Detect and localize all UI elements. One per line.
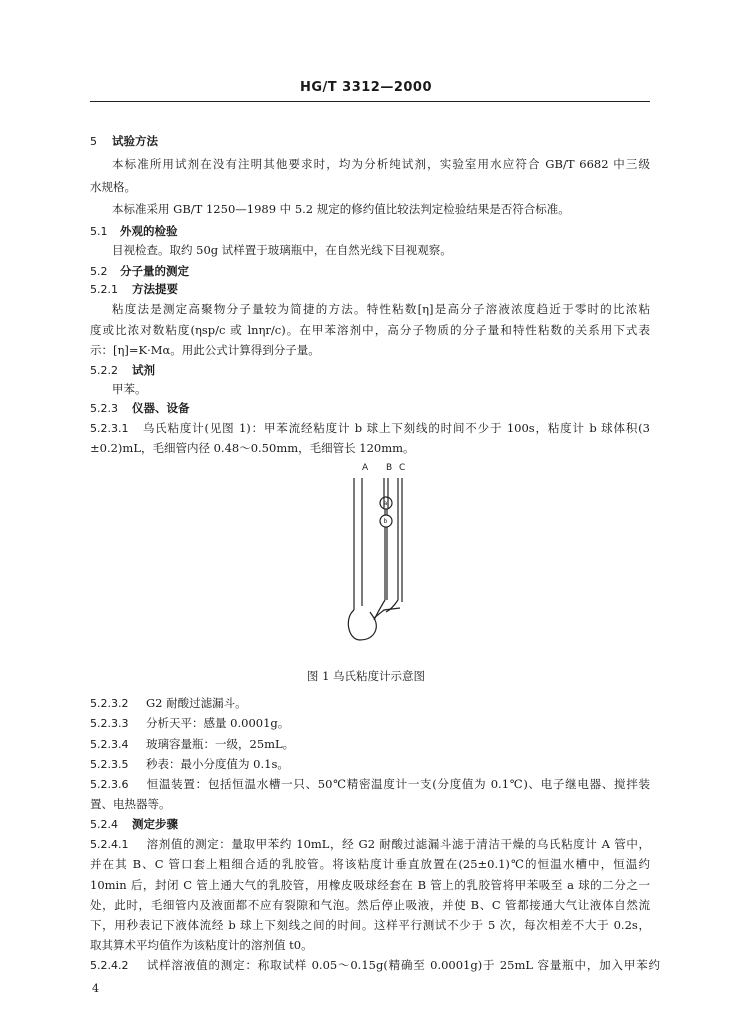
viscometer-figure xyxy=(330,460,420,655)
line-number: 5.2.1 xyxy=(90,283,118,296)
body-line: 甲苯。 xyxy=(112,382,147,396)
body-line xyxy=(90,696,247,711)
line-text: 试验方法 xyxy=(112,134,158,148)
tube-label-c: C xyxy=(399,463,406,473)
page-number: 4 xyxy=(92,982,99,995)
line-number: 5.2.4 xyxy=(90,818,118,831)
line-text: 试剂 xyxy=(132,363,155,377)
body-line xyxy=(90,958,660,973)
body-line: 粘度法是测定高聚物分子量较为简捷的方法。特性粘数[η]是高分子溶液浓度趋近于零时的比浓粘 xyxy=(112,302,650,316)
reservoir-bulb xyxy=(348,610,376,640)
body-line xyxy=(90,777,650,792)
line-number: 5 xyxy=(90,135,97,148)
line-number: 5.2.3.1 xyxy=(90,422,129,435)
line-text: 乌氏粘度计(见图 1)：甲苯流经粘度计 b 球上下刻线的时间不少于 100s，粘度计 b 球体积(3 xyxy=(142,421,650,435)
body-line: 水规格。 xyxy=(90,180,136,194)
body-line: 度或比浓对数粘度(ηsp/c 或 lnηr/c)。在甲苯溶剂中，高分子物质的分子量和特性粘数的关系用下式表 xyxy=(90,323,650,337)
tube-c xyxy=(398,478,402,602)
line-text: G2 耐酸过滤漏斗。 xyxy=(146,696,247,710)
section-heading xyxy=(90,401,190,416)
section-heading xyxy=(90,134,158,149)
body-line: 下，用秒表记下液体流经 b 球上下刻线之间的时间。这样平行测试不少于 5 次，每次相差不大于 0.2s， xyxy=(90,918,650,932)
line-number: 5.1 xyxy=(90,225,108,238)
body-line: 并在其 B、C 管口套上粗细合适的乳胶管。将该粘度计垂直放置在(25±0.1)℃的恒温水槽中，恒温约 xyxy=(90,857,650,871)
body-line: 取其算术平均值作为该粘度计的溶剂值 t0。 xyxy=(90,938,313,952)
line-number: 5.2.3 xyxy=(90,402,118,415)
line-text: 试样溶液值的测定：称取试样 0.05～0.15g(精确至 0.0001g)于 25mL 容量瓶中，加入甲苯约 xyxy=(146,958,660,972)
tube-b-neck xyxy=(385,509,387,515)
body-line: 本标准采用 GB/T 1250—1989 中 5.2 规定的修约值比较法判定检验结果是否符合标准。 xyxy=(112,202,570,216)
line-number: 5.2.3.2 xyxy=(90,697,129,710)
body-line xyxy=(90,737,294,752)
figure-caption: 图 1 乌氏粘度计示意图 xyxy=(306,669,426,683)
body-line xyxy=(90,837,650,852)
line-number: 5.2.4.2 xyxy=(90,959,129,972)
bulb-label-a: a xyxy=(383,500,388,507)
page-header: HG/T 3312—2000 xyxy=(299,80,433,95)
tube-label-a: A xyxy=(362,463,369,473)
line-text: 溶剂值的测定：量取甲苯约 10mL，经 G2 耐酸过滤漏斗滤于清洁干燥的乌氏粘度计 A 管中， xyxy=(146,837,650,851)
body-line: 置、电热器等。 xyxy=(90,797,171,811)
line-text: 外观的检验 xyxy=(120,224,178,238)
line-text: 仪器、设备 xyxy=(132,401,190,415)
line-text: 恒温装置：包括恒温水槽一只、50℃精密温度计一支(分度值为 0.1℃)、电子继电器、搅拌装 xyxy=(146,777,650,791)
section-heading xyxy=(90,264,189,279)
line-text: 秒表：最小分度值为 0.1s。 xyxy=(146,757,289,771)
body-line xyxy=(90,716,289,731)
tube-b-top xyxy=(384,478,388,488)
body-line: 示：[η]=K·Mα。用此公式计算得到分子量。 xyxy=(90,343,320,357)
line-number: 5.2.4.1 xyxy=(90,838,129,851)
body-line: 目视检查。取约 50g 试样置于玻璃瓶中，在自然光线下目视观察。 xyxy=(112,243,452,257)
body-line xyxy=(90,757,289,772)
line-text: 分子量的测定 xyxy=(120,264,189,278)
body-line: 10min 后，封闭 C 管上通大气的乳胶管，用橡皮吸球经套在 B 管上的乳胶管将甲苯吸至 a 球的二分之一 xyxy=(90,878,650,892)
tube-label-b: B xyxy=(386,463,393,473)
body-line: 处，此时，毛细管内及液面都不应有裂隙和气泡。然后停止吸液，并使 B、C 管都接通大气让液体自然流 xyxy=(90,898,650,912)
line-number: 5.2.3.4 xyxy=(90,738,129,751)
line-text: 分析天平：感量 0.0001g。 xyxy=(146,716,290,730)
line-text: 测定步骤 xyxy=(132,817,178,831)
section-heading xyxy=(90,224,178,239)
line-number: 5.2 xyxy=(90,265,108,278)
line-number: 5.2.3.6 xyxy=(90,778,129,791)
line-text: 玻璃容量瓶：一级，25mL。 xyxy=(146,737,295,751)
section-heading xyxy=(90,817,178,832)
body-line: 本标准所用试剂在没有注明其他要求时，均为分析纯试剂，实验室用水应符合 GB/T 6682 中三级 xyxy=(112,157,650,171)
tube-c-bottom xyxy=(386,600,398,612)
body-line: ±0.2)mL，毛细管内径 0.48～0.50mm，毛细管长 120mm。 xyxy=(90,441,415,455)
line-number: 5.2.3.5 xyxy=(90,758,129,771)
line-text: 方法提要 xyxy=(132,282,178,296)
section-heading xyxy=(90,282,178,297)
line-number: 5.2.2 xyxy=(90,364,118,377)
line-number: 5.2.3.3 xyxy=(90,717,129,730)
header-rule xyxy=(90,101,650,102)
section-heading xyxy=(90,363,155,378)
body-line xyxy=(90,421,650,436)
bulb-label-b: b xyxy=(383,518,388,525)
capillary xyxy=(385,527,387,600)
